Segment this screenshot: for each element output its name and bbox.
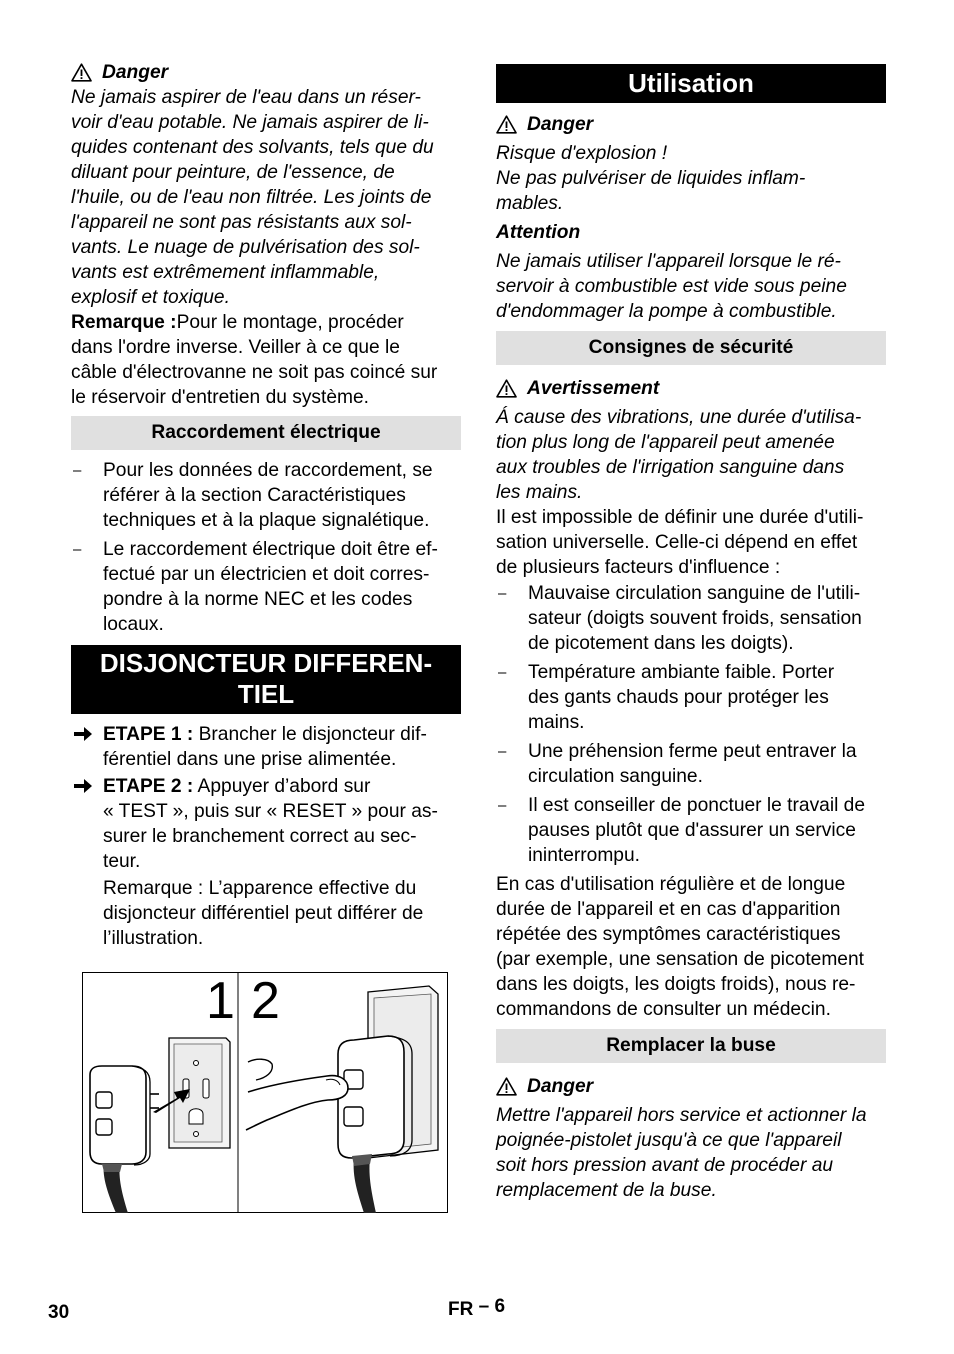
page-number: 30 xyxy=(48,1302,70,1323)
danger-heading xyxy=(496,1074,886,1099)
attention-text: Ne jamais utiliser l'appareil lorsque le ré- servoir à combustible est vide sous peine d'endommager la pompe à combustible. xyxy=(496,251,847,322)
list-item: – Température ambiante faible. Porter des gants chauds pour protéger les mains. xyxy=(498,662,835,733)
list-item: – Mauvaise circulation sanguine de l'utili- sateur (doigts souvent froids, sensation de picotement dans les doigts). xyxy=(498,583,862,654)
text-line: diluant pour peinture, de l'essence, de xyxy=(71,162,395,183)
section-heading-disjoncteur: DISJONCTEUR DIFFEREN- TIEL xyxy=(71,645,461,714)
figure-label-2: 2 xyxy=(251,972,280,1030)
text-line: le réservoir d'entretien du système. xyxy=(71,387,370,408)
danger-label: Danger xyxy=(527,1076,594,1097)
warning-text: Á cause des vibrations, une durée d'utilisa- tion plus long de l'appareil peut amenée aux troubles de l'irrigation sanguine dans les mains. xyxy=(496,407,862,503)
danger-heading xyxy=(496,112,886,137)
list-item: – Il est conseiller de ponctuer le travail de pauses plutôt que d'assurer un service ininterrompu. xyxy=(498,795,866,866)
text-line: voir d'eau potable. Ne jamais aspirer de li- xyxy=(71,112,429,133)
step-label: ETAPE 1 : xyxy=(103,724,194,745)
section-heading-remplacer-buse: Remplacer la buse xyxy=(496,1029,886,1063)
danger-text: Mettre l'appareil hors service et actionner la poignée-pistolet jusqu'à ce que l'appareil soit hors pression avant de procéder au remplacement de la buse. xyxy=(496,1105,867,1201)
warning-heading xyxy=(496,376,886,401)
gfci-drawing xyxy=(82,972,448,1213)
danger-text xyxy=(71,85,461,310)
gfci-illustration xyxy=(82,972,448,1213)
warning-triangle-icon xyxy=(496,379,517,398)
step-1: ETAPE 1 : Brancher le disjoncteur dif- férentiel dans une prise alimentée. xyxy=(71,722,461,772)
text-line: Ne jamais aspirer de l'eau dans un réser- xyxy=(71,87,421,108)
paragraph-symptomes: En cas d'utilisation régulière et de longue durée de l'appareil et en cas d'apparition répétée des symptômes caractéristiques (par exemple, une sensation de picotement dans les doigts, les doigts froids), nous re- commandons de consulter un médecin. xyxy=(496,874,864,1020)
danger-heading xyxy=(71,60,461,85)
sub-page-number: 6 xyxy=(494,1296,506,1317)
left-column xyxy=(71,60,461,1213)
section-heading-utilisation: Utilisation xyxy=(496,64,886,103)
remark-label: Remarque : xyxy=(71,312,177,333)
text-line: Remarque :Pour le montage, procéder xyxy=(71,312,404,333)
text-line: quides contenant des solvants, tels que du xyxy=(71,137,434,158)
warning-triangle-icon xyxy=(496,1077,517,1096)
text-line: explosif et toxique. xyxy=(71,287,230,308)
facteurs-list xyxy=(496,581,886,868)
list-item: – Pour les données de raccordement, se référer à la section Caractéristiques techniques et à la plaque signalétique. xyxy=(73,460,433,531)
arrow-right-icon xyxy=(73,777,93,795)
warning-label: Avertissement xyxy=(527,378,660,399)
text-line: l'appareil ne sont pas résistants aux sol- xyxy=(71,212,412,233)
right-column xyxy=(496,64,886,1203)
arrow-right-icon xyxy=(73,725,93,743)
raccordement-list xyxy=(71,458,461,637)
warning-triangle-icon xyxy=(71,63,92,82)
paragraph-duree: Il est impossible de définir une durée d'utili- sation universelle. Celle-ci dépend en effet de plusieurs facteurs d'influence : xyxy=(496,507,864,578)
section-heading-raccordement: Raccordement électrique xyxy=(71,416,461,450)
step-label: ETAPE 2 : xyxy=(103,776,194,797)
warning-triangle-icon xyxy=(496,115,517,134)
footer-language xyxy=(448,1297,505,1322)
remark-paragraph xyxy=(71,310,461,410)
section-heading-consignes: Consignes de sécurité xyxy=(496,331,886,365)
danger-label: Danger xyxy=(102,62,169,83)
step-2: ETAPE 2 : Appuyer d’abord sur « TEST », puis sur « RESET » pour as- surer le branchement correct au sec- teur. xyxy=(71,774,461,874)
danger-text: Risque d'explosion ! Ne pas pulvériser de liquides inflam- mables. xyxy=(496,143,806,214)
list-item: – Une préhension ferme peut entraver la circulation sanguine. xyxy=(498,741,857,787)
list-item: – Le raccordement électrique doit être ef- fectué par un électricien et doit corres- pondre à la norme NEC et les codes locaux. xyxy=(73,539,438,635)
step-note: Remarque : L’apparence effective du disjoncteur différentiel peut différer de l’illustration. xyxy=(103,878,424,949)
text-line: l'huile, ou de l'eau non filtrée. Les joints de xyxy=(71,187,432,208)
figure-label-1: 1 xyxy=(206,972,235,1030)
text-line: câble d'électrovanne ne soit pas coincé sur xyxy=(71,362,438,383)
text-line: vants. Le nuage de pulvérisation des sol- xyxy=(71,237,420,258)
danger-label: Danger xyxy=(527,114,594,135)
text-line: dans l'ordre inverse. Veiller à ce que le xyxy=(71,337,400,358)
footer-dash: – xyxy=(478,1296,490,1317)
language-code: FR xyxy=(448,1299,474,1320)
attention-heading: Attention xyxy=(496,222,581,243)
text-line: vants est extrêmement inflammable, xyxy=(71,262,380,283)
